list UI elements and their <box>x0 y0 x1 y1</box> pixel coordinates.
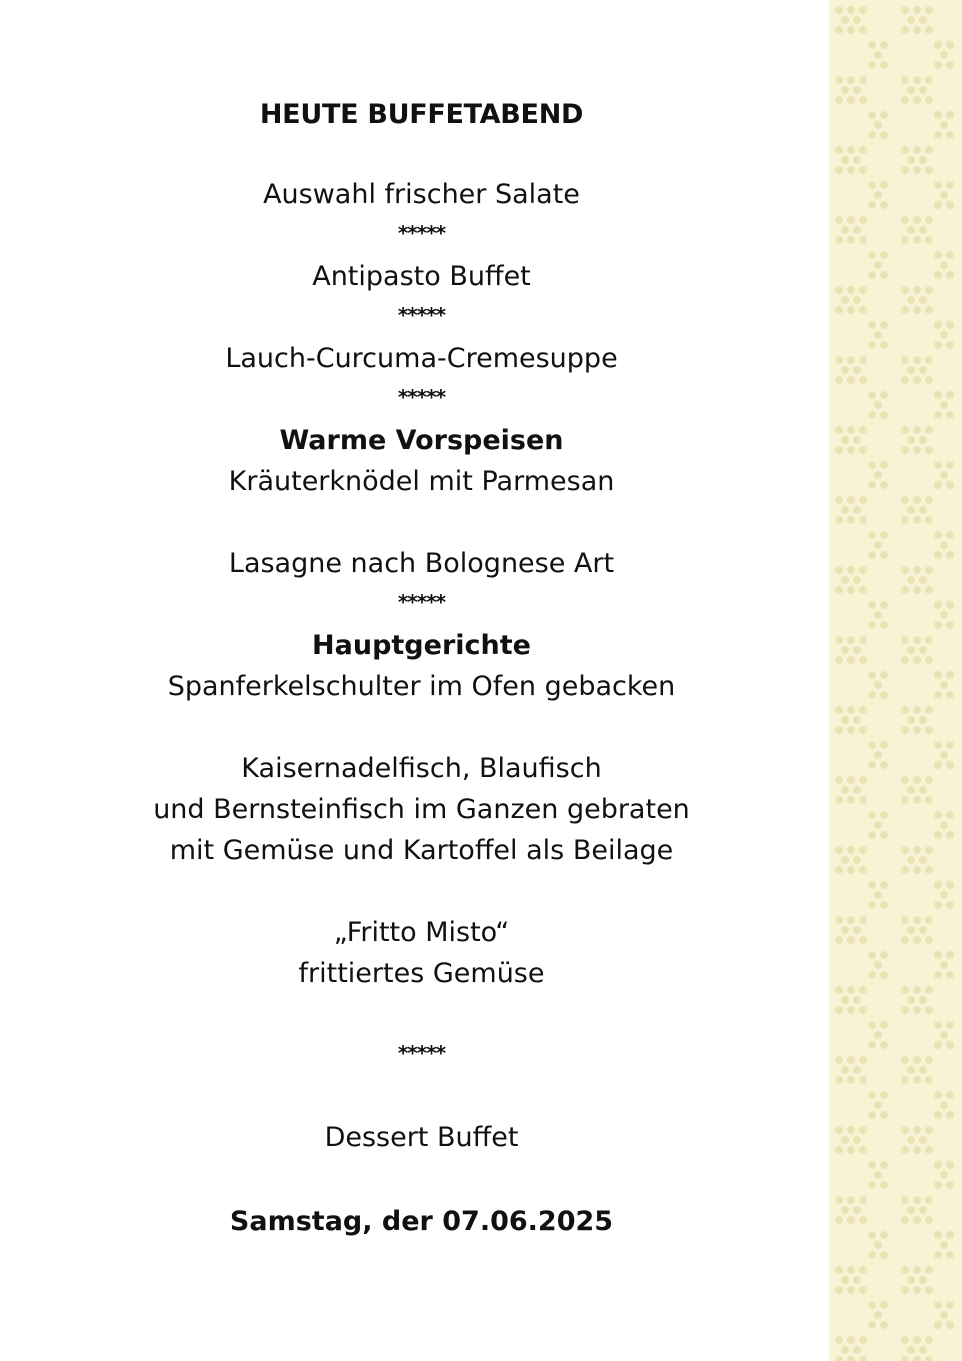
section-heading-mains: Hauptgerichte <box>312 630 531 661</box>
menu-item-main-1: Spanferkelschulter im Ofen gebacken <box>167 671 676 702</box>
menu-item-antipasto: Antipasto Buffet <box>312 261 531 292</box>
separator: ***** <box>397 303 446 327</box>
separator: ***** <box>397 590 446 614</box>
section-heading-warm-starters: Warme Vorspeisen <box>279 425 564 456</box>
decorative-pattern-panel <box>829 0 962 1361</box>
separator: ***** <box>397 385 446 409</box>
menu-item-main-3-line-2: frittiertes Gemüse <box>298 958 545 989</box>
separator: ***** <box>397 1041 446 1065</box>
menu-item-soup: Lauch-Curcuma-Cremesuppe <box>225 343 618 374</box>
menu-item-main-2-line-3: mit Gemüse und Kartoffel als Beilage <box>169 835 674 866</box>
menu-heading: HEUTE BUFFETABEND <box>259 99 584 130</box>
menu-item-starter-2: Lasagne nach Bolognese Art <box>228 548 615 579</box>
menu-item-salads: Auswahl frischer Salate <box>263 179 580 210</box>
menu-item-main-2-line-1: Kaisernadelfisch, Blaufisch <box>241 753 602 784</box>
menu-item-main-3-line-1: „Fritto Misto“ <box>333 917 510 948</box>
menu-item-dessert: Dessert Buffet <box>324 1122 519 1153</box>
menu-item-main-2-line-2: und Bernsteinfisch im Ganzen gebraten <box>153 794 690 825</box>
menu-date: Samstag, der 07.06.2025 <box>229 1206 614 1237</box>
dot-pattern-graphic <box>829 0 962 1361</box>
separator: ***** <box>397 221 446 245</box>
menu-item-starter-1: Kräuterknödel mit Parmesan <box>228 466 615 497</box>
